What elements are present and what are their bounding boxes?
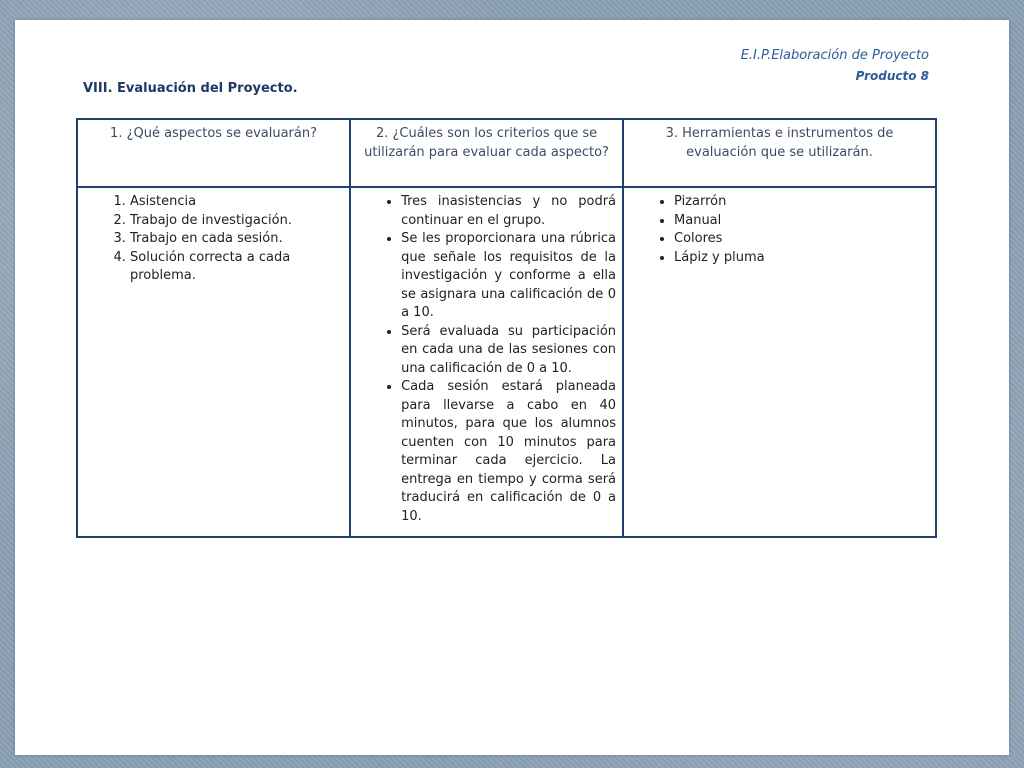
evaluation-table [76,118,937,538]
list-item: 1. Asistencia [130,193,343,212]
tools-cell [623,187,936,537]
list-item: • Tres inasistencias y no podrá continuar en el grupo. [401,193,616,230]
criteria-list [357,193,616,526]
list-item: 2. Trabajo de investigación. [130,212,343,231]
header-criteria: 2. ¿Cuáles son los criterios que se utilizarán para evaluar cada aspecto? [350,119,623,187]
tools-list [630,193,929,267]
criteria-cell [350,187,623,537]
list-item: 4. Solución correcta a cada problema. [130,249,343,286]
header-aspects: 1. ¿Qué aspectos se evaluarán? [77,119,350,187]
list-item: • Manual [674,212,929,231]
list-item: • Será evaluada su participación en cada una de las sesiones con una calificación de 0 a 10. [401,323,616,379]
table-header-row [77,119,936,187]
list-item: • Cada sesión estará planeada para llevarse a cabo en 40 minutos, para que los alumnos cuenten con 10 minutos para terminar cada ejercicio. La entrega en tiempo y corma será traducirá en calificación de 0 a 10. [401,378,616,526]
aspects-list [84,193,343,286]
course-title: E.I.P.Elaboración de Proyecto [740,48,929,63]
list-item: 3. Trabajo en cada sesión. [130,230,343,249]
page-header [741,46,929,86]
list-item: • Colores [674,230,929,249]
list-item: • Lápiz y pluma [674,249,929,268]
list-item: • Pizarrón [674,193,929,212]
section-title: VIII. Evaluación del Proyecto. [83,81,298,96]
product-label: Producto 8 [855,69,929,83]
header-tools: 3. Herramientas e instrumentos de evaluación que se utilizarán. [623,119,936,187]
document-page [15,20,1009,755]
table-row [77,187,936,537]
aspects-cell [77,187,350,537]
list-item: • Se les proporcionara una rúbrica que señale los requisitos de la investigación y conforme a ella se asignara una calificación de 0 a 10. [401,230,616,323]
